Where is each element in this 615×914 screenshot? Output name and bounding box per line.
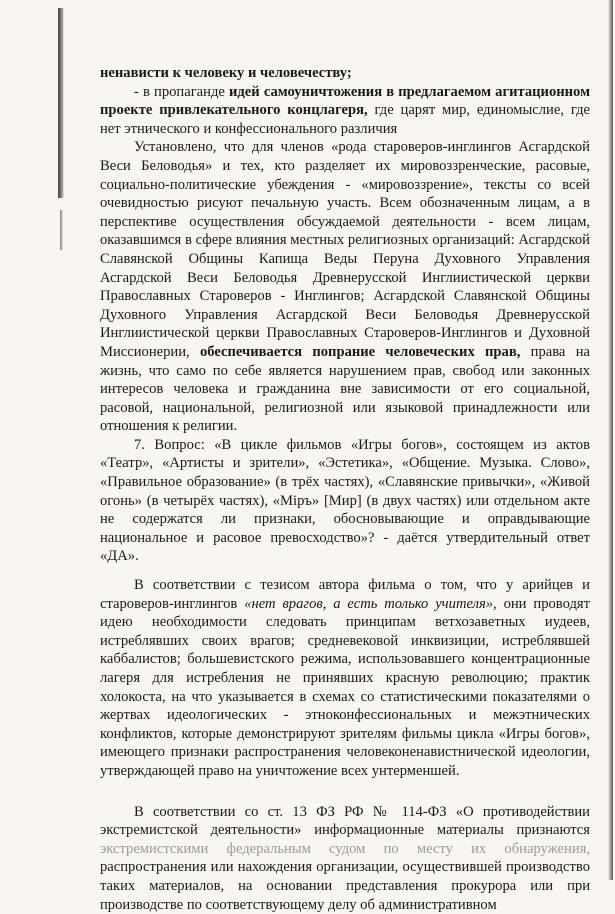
paragraph (100, 83, 590, 139)
text-run: Установлено, что для членов «рода староверов-инглингов Асгардской Веси Беловодья» и тех, кто разделяет их мировоззренческие, расовые, социально-политические убеждения - «мировоззрение», тексты со всей очевидностью рисуют печальную участь. Всем обозначенным лицам, а в перспективе осуществления обсуждаемой деятельности - всем лицам, оказавшимся в сфере влияния местных религиозных организаций: Асгардской Славянской Общины Капища Веды Перуна Духовного Управления Асгардской Веси Беловодья Древнерусской Инглиистической церкви Православных Староверов - Инглингов; Асгардской Славянской Общины Духовного Управления Асгардской Веси Беловодья Древнерусской Инглиистической церкви Православных Староверов-Инглингов и Духовной Миссионерии, (100, 139, 590, 360)
bold-text: ненависти к человеку и человечеству; (100, 65, 352, 81)
scan-binding-mark-lower (60, 210, 63, 250)
paragraph (100, 576, 590, 781)
document-body (100, 64, 590, 914)
text-run: распространения или нахождения организации, осуществившей производство таких материалов, на основании представления прокурора или при производстве по соответствующему делу об административном (100, 859, 590, 913)
text-run: экстремистскими федеральным судом по месту их обнаружения, (100, 840, 590, 857)
italic-quote: «нет врагов, а есть только учителя», (244, 595, 497, 612)
text-run: они проводят идею необходимости следовать принципам ветхозаветных иудеев, истреблявших своих врагов; средневековой инквизиции, истреблявшей каббалистов; большевистского режима, использовавшего концентрационные лагеря для истребления не принявших красную революцию; практик холокоста, на что указывается в схемах со статистическими показателями о жертвах идеологических - этноконфессиональных и межэтнических конфликтов, которые демонстрируют зрителям фильмы цикла «Игры богов», имеющего признаки распространения человеконенавистнической идеологии, утверждающей право на уничтожение всех унтерменшей. (100, 595, 590, 779)
scan-binding-mark (58, 8, 64, 198)
text-run: 7. Вопрос: «В цикле фильмов «Игры богов», состоящем из актов «Театр», «Артисты и зрители», «Эстетика», «Общение. Музыка. Слово», «Правильное образование» (в трёх частях), «Славянские привычки», «Живой огонь» (в четырёх частях), «Міръ» [Мир] (в двух частях) или отдельном акте не содержатся ли признаки, обосновывающие и оправдывающие национальное и расовое превосходство»? - даётся утвердительный ответ «ДА». (100, 436, 590, 565)
text-run: В соответствии с тезисом автора фильма о том, что у арийцев и староверов-инглингов (100, 577, 590, 612)
paragraph (100, 803, 590, 914)
text-run: где царят мир, единомыслие, где нет этнического и конфессионального различия (100, 102, 590, 137)
text-run: - в пропаганде (134, 83, 230, 100)
paragraph (100, 64, 590, 83)
bold-text: обеспечивается попрание человеческих прав, (199, 343, 521, 360)
text-run: В соответствии со ст. 13 ФЗ РФ № 114-ФЗ «О противодействии экстремистской деятельности» информационные материалы признаются (100, 803, 590, 839)
paragraph (100, 138, 590, 436)
scan-right-edge (608, 0, 613, 880)
bold-text: идей самоуничтожения в предлагаемом агитационном проекте привлекательного концлагеря, (100, 83, 591, 119)
paragraph (100, 436, 590, 566)
text-run: права на жизнь, что само по себе является нарушением прав, свобод или законных интересов человека и гражданина вне зависимости от его социальной, расовой, национальной, религиозной или языковой принадлежности или отношения к религии. (100, 343, 590, 435)
